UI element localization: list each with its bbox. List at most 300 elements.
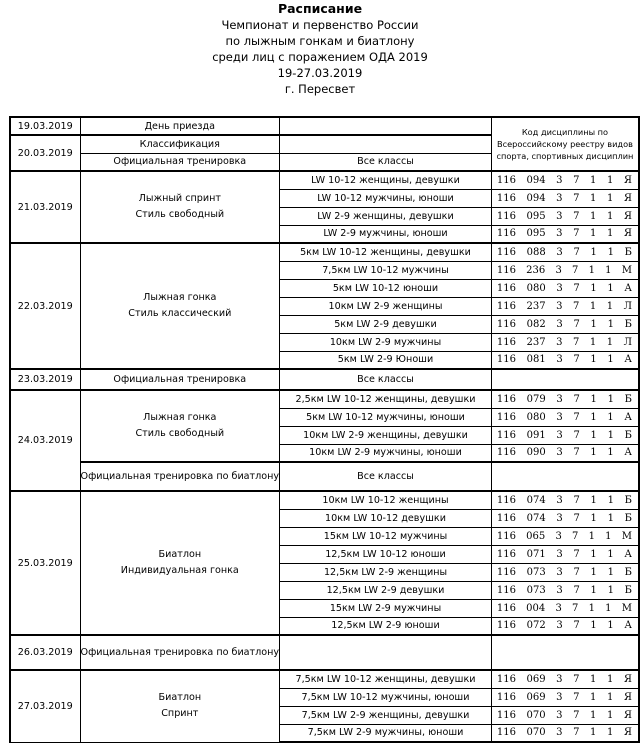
code-part: 095 bbox=[526, 210, 546, 222]
code-part: 116 bbox=[496, 512, 516, 524]
activity-cell bbox=[80, 491, 280, 635]
table-row bbox=[10, 635, 639, 670]
code-part: 116 bbox=[496, 282, 516, 294]
code-part: 1 bbox=[590, 354, 597, 366]
code-part: 1 bbox=[588, 264, 595, 276]
table-row bbox=[10, 491, 639, 509]
discipline-code bbox=[492, 211, 638, 222]
class-cell: 12,5км LW 2-9 девушки bbox=[280, 581, 492, 599]
discipline-code bbox=[492, 430, 638, 441]
code-part: 3 bbox=[556, 246, 563, 258]
code-part: 3 bbox=[555, 530, 562, 542]
code-part: 3 bbox=[555, 602, 562, 614]
code-part: 1 bbox=[607, 494, 614, 506]
code-part: 7 bbox=[572, 264, 579, 276]
code-part: 7 bbox=[573, 411, 580, 423]
discipline-code-cell bbox=[491, 635, 639, 670]
code-part: 1 bbox=[606, 673, 614, 685]
table-row bbox=[10, 390, 639, 408]
discipline-code bbox=[492, 674, 638, 685]
code-part: 1 bbox=[606, 210, 614, 222]
discipline-code bbox=[492, 531, 638, 542]
discipline-code bbox=[492, 265, 638, 276]
code-part: Я bbox=[623, 691, 632, 703]
discipline-code-cell bbox=[491, 444, 639, 462]
discipline-code bbox=[492, 337, 638, 348]
discipline-code bbox=[492, 193, 638, 204]
discipline-code bbox=[492, 727, 638, 738]
code-part: Б bbox=[624, 566, 632, 578]
code-part: 1 bbox=[590, 709, 597, 721]
discipline-code bbox=[492, 549, 638, 560]
class-cell: LW 2-9 мужчины, юноши bbox=[280, 225, 492, 243]
code-part: 1 bbox=[590, 691, 597, 703]
activity-label: Лыжный спринт bbox=[138, 193, 221, 204]
code-part: 116 bbox=[496, 300, 516, 312]
discipline-code-cell bbox=[491, 171, 639, 189]
code-part: М bbox=[621, 602, 632, 614]
code-part: Б bbox=[624, 429, 632, 441]
code-part: 1 bbox=[590, 411, 597, 423]
code-part: Б bbox=[624, 494, 632, 506]
code-part: 3 bbox=[556, 354, 563, 366]
class-cell bbox=[280, 117, 492, 135]
date-cell: 19.03.2019 bbox=[10, 117, 80, 135]
code-part: 116 bbox=[496, 264, 516, 276]
activity-cell bbox=[80, 390, 280, 462]
discipline-code bbox=[492, 585, 638, 596]
code-part: 1 bbox=[605, 264, 612, 276]
code-part: 116 bbox=[496, 336, 516, 348]
activity-label: Стиль свободный bbox=[135, 428, 225, 439]
code-part: А bbox=[624, 354, 632, 366]
code-part: 1 bbox=[605, 530, 612, 542]
discipline-code-cell bbox=[491, 426, 639, 444]
code-part: 3 bbox=[556, 566, 563, 578]
code-part: Я bbox=[623, 673, 632, 685]
date-cell: 22.03.2019 bbox=[10, 243, 80, 369]
discipline-code bbox=[492, 495, 638, 506]
table-row bbox=[10, 670, 639, 688]
activity-label: Стиль свободный bbox=[135, 209, 225, 220]
code-part: 7 bbox=[573, 512, 580, 524]
activity-cell: Официальная тренировка bbox=[80, 153, 280, 171]
class-cell: 7,5км LW 2-9 мужчины, юноши bbox=[280, 724, 492, 742]
discipline-code-cell bbox=[491, 545, 639, 563]
activity-cell bbox=[80, 670, 280, 742]
discipline-code-cell bbox=[491, 688, 639, 706]
code-part: 3 bbox=[556, 393, 563, 405]
code-part: 116 bbox=[496, 174, 516, 186]
code-part: 1 bbox=[590, 174, 597, 186]
code-part: 7 bbox=[573, 548, 580, 560]
table-row bbox=[10, 369, 639, 390]
code-part: 116 bbox=[496, 566, 516, 578]
class-cell: 10км LW 2-9 мужчины bbox=[280, 333, 492, 351]
code-part: 090 bbox=[526, 447, 546, 459]
code-part: 1 bbox=[606, 228, 614, 240]
code-part: 3 bbox=[556, 282, 563, 294]
code-part: 1 bbox=[607, 620, 614, 632]
discipline-code bbox=[492, 412, 638, 423]
date-cell: 21.03.2019 bbox=[10, 171, 80, 243]
code-part: 1 bbox=[590, 228, 597, 240]
code-part: 7 bbox=[573, 494, 580, 506]
code-part: 7 bbox=[573, 246, 580, 258]
discipline-code bbox=[492, 247, 638, 258]
code-part: 3 bbox=[556, 411, 563, 423]
code-part: 080 bbox=[526, 282, 546, 294]
code-part: 004 bbox=[526, 602, 546, 614]
header-line-1: Чемпионат и первенство России bbox=[221, 18, 419, 32]
discipline-code bbox=[492, 603, 638, 614]
code-part: 3 bbox=[556, 210, 563, 222]
activity-cell bbox=[80, 243, 280, 369]
code-part: 1 bbox=[590, 566, 597, 578]
code-part: 7 bbox=[572, 336, 580, 348]
code-part: 116 bbox=[496, 354, 516, 366]
discipline-code bbox=[492, 620, 638, 631]
code-part: 3 bbox=[556, 429, 563, 441]
code-part: 1 bbox=[607, 447, 614, 459]
code-part: 1 bbox=[607, 246, 614, 258]
discipline-code-cell bbox=[491, 369, 639, 390]
discipline-code-cell bbox=[491, 527, 639, 545]
code-part: 7 bbox=[572, 300, 580, 312]
discipline-code-cell bbox=[491, 390, 639, 408]
code-part: А bbox=[624, 447, 632, 459]
code-part: 7 bbox=[573, 673, 580, 685]
code-part: 7 bbox=[573, 691, 580, 703]
date-cell: 25.03.2019 bbox=[10, 491, 80, 635]
date-cell: 26.03.2019 bbox=[10, 635, 80, 670]
code-part: 070 bbox=[526, 727, 546, 739]
activity-label: Стиль классический bbox=[128, 308, 232, 319]
discipline-code bbox=[492, 567, 638, 578]
code-part: 1 bbox=[607, 318, 614, 330]
code-part: 1 bbox=[590, 318, 597, 330]
code-part: 3 bbox=[556, 584, 563, 596]
code-part: 1 bbox=[607, 282, 614, 294]
discipline-code-cell bbox=[491, 724, 639, 742]
class-cell: 7,5км LW 2-9 женщины, девушки bbox=[280, 706, 492, 724]
class-cell: 10км LW 10-12 девушки bbox=[280, 509, 492, 527]
code-part: 1 bbox=[590, 494, 597, 506]
discipline-code bbox=[492, 228, 638, 239]
code-part: 1 bbox=[607, 411, 614, 423]
class-cell: 15км LW 10-12 мужчины bbox=[280, 527, 492, 545]
code-part: 237 bbox=[526, 336, 546, 348]
code-part: 074 bbox=[526, 512, 546, 524]
code-part: 091 bbox=[526, 429, 546, 441]
discipline-code-cell bbox=[491, 225, 639, 243]
code-part: 3 bbox=[556, 691, 563, 703]
discipline-code-cell bbox=[491, 333, 639, 351]
discipline-code bbox=[492, 354, 638, 365]
code-part: 116 bbox=[496, 447, 516, 459]
code-part: Я bbox=[623, 709, 632, 721]
discipline-code-cell bbox=[491, 670, 639, 688]
code-part: Я bbox=[623, 174, 632, 186]
code-part: А bbox=[624, 548, 632, 560]
code-part: 116 bbox=[496, 691, 516, 703]
code-part: 3 bbox=[556, 300, 563, 312]
class-cell: 5км LW 2-9 девушки bbox=[280, 315, 492, 333]
code-part: 3 bbox=[556, 548, 563, 560]
table-row bbox=[10, 171, 639, 189]
code-part: 088 bbox=[526, 246, 546, 258]
discipline-code bbox=[492, 301, 638, 312]
code-part: 116 bbox=[496, 548, 516, 560]
discipline-code-cell bbox=[491, 509, 639, 527]
code-part: 3 bbox=[556, 727, 563, 739]
code-part: 7 bbox=[573, 318, 580, 330]
activity-cell: Официальная тренировка по биатлону bbox=[80, 635, 280, 670]
code-part: 116 bbox=[496, 584, 516, 596]
code-part: 116 bbox=[496, 411, 516, 423]
code-part: 7 bbox=[573, 228, 580, 240]
code-part: Б bbox=[624, 246, 632, 258]
code-part: 074 bbox=[526, 494, 546, 506]
activity-label: Индивидуальная гонка bbox=[120, 565, 239, 576]
code-part: 7 bbox=[573, 192, 580, 204]
code-part: 3 bbox=[556, 512, 563, 524]
code-part: Б bbox=[624, 393, 632, 405]
activity-cell: Классификация bbox=[80, 135, 280, 153]
activity-label: Биатлон bbox=[158, 692, 202, 704]
code-part: 1 bbox=[607, 393, 614, 405]
class-cell bbox=[280, 135, 492, 153]
code-part: 1 bbox=[606, 174, 614, 186]
code-part: 236 bbox=[526, 264, 546, 276]
class-cell: 5км LW 10-12 мужчины, юноши bbox=[280, 408, 492, 426]
activity-cell: Официальная тренировка по биатлону bbox=[80, 462, 280, 491]
header-line-2: по лыжным гонкам и биатлону bbox=[225, 34, 415, 48]
code-part: Я bbox=[623, 210, 632, 222]
code-part: 7 bbox=[573, 429, 580, 441]
code-part: 1 bbox=[590, 192, 597, 204]
code-part: 116 bbox=[496, 429, 516, 441]
code-part: 116 bbox=[496, 318, 516, 330]
code-part: 071 bbox=[526, 548, 546, 560]
code-part: 7 bbox=[573, 282, 580, 294]
class-cell: 10км LW 2-9 женщины, девушки bbox=[280, 426, 492, 444]
code-part: 1 bbox=[606, 727, 614, 739]
discipline-code bbox=[492, 283, 638, 294]
code-part: Л bbox=[623, 300, 632, 312]
code-part: 1 bbox=[588, 530, 595, 542]
code-part: М bbox=[621, 264, 632, 276]
code-part: 116 bbox=[496, 228, 516, 240]
code-part: 081 bbox=[526, 354, 546, 366]
discipline-code-cell bbox=[491, 408, 639, 426]
code-part: 1 bbox=[590, 673, 597, 685]
code-part: 237 bbox=[526, 300, 546, 312]
date-cell: 23.03.2019 bbox=[10, 369, 80, 390]
class-cell bbox=[280, 635, 492, 670]
class-cell: 15км LW 2-9 мужчины bbox=[280, 599, 492, 617]
code-part: 116 bbox=[496, 393, 516, 405]
discipline-code bbox=[492, 447, 638, 458]
code-part: 1 bbox=[607, 354, 614, 366]
code-part: 116 bbox=[496, 673, 516, 685]
discipline-code-cell bbox=[491, 207, 639, 225]
code-part: М bbox=[621, 530, 632, 542]
document-header bbox=[0, 0, 640, 97]
discipline-code-cell bbox=[491, 706, 639, 724]
discipline-code bbox=[492, 513, 638, 524]
discipline-code-cell bbox=[491, 351, 639, 369]
class-cell: 12,5км LW 2-9 женщины bbox=[280, 563, 492, 581]
code-part: Я bbox=[623, 727, 632, 739]
code-part: 7 bbox=[573, 566, 580, 578]
document-title: Расписание bbox=[277, 1, 363, 16]
activity-label: Лыжная гонка bbox=[143, 412, 217, 423]
class-cell: 10км LW 2-9 мужчины, юноши bbox=[280, 444, 492, 462]
activity-cell: Официальная тренировка bbox=[80, 369, 280, 390]
code-part: 1 bbox=[589, 336, 597, 348]
code-part: 7 bbox=[573, 709, 580, 721]
code-part: 1 bbox=[607, 512, 614, 524]
discipline-code-cell bbox=[491, 599, 639, 617]
code-part: 072 bbox=[526, 620, 546, 632]
class-cell: 10км LW 10-12 женщины bbox=[280, 491, 492, 509]
discipline-code-cell bbox=[491, 297, 639, 315]
code-part: 1 bbox=[590, 548, 597, 560]
code-part: А bbox=[624, 411, 632, 423]
code-part: 7 bbox=[573, 354, 580, 366]
code-part: 7 bbox=[573, 447, 580, 459]
code-part: 3 bbox=[556, 673, 563, 685]
code-part: 070 bbox=[526, 709, 546, 721]
code-part: 1 bbox=[590, 447, 597, 459]
code-part: 7 bbox=[572, 530, 579, 542]
code-part: 116 bbox=[496, 494, 516, 506]
code-part: 1 bbox=[590, 429, 597, 441]
code-part: Я bbox=[623, 228, 632, 240]
discipline-code-cell bbox=[491, 315, 639, 333]
code-part: 7 bbox=[573, 584, 580, 596]
code-part: 1 bbox=[590, 393, 597, 405]
discipline-code bbox=[492, 710, 638, 721]
code-part: 3 bbox=[556, 709, 563, 721]
date-cell: 27.03.2019 bbox=[10, 670, 80, 742]
code-part: 069 bbox=[526, 673, 546, 685]
code-part: Б bbox=[624, 318, 632, 330]
discipline-code bbox=[492, 319, 638, 330]
activity-label: Спринт bbox=[161, 708, 199, 720]
code-part: Я bbox=[623, 192, 632, 204]
code-part: 3 bbox=[556, 336, 563, 348]
header-dates: 19-27.03.2019 bbox=[277, 66, 363, 80]
code-part: 1 bbox=[590, 727, 597, 739]
class-cell: Все классы bbox=[280, 462, 492, 491]
table-row bbox=[10, 462, 639, 491]
code-part: 7 bbox=[573, 620, 580, 632]
code-part: 1 bbox=[590, 246, 597, 258]
code-part: 1 bbox=[607, 548, 614, 560]
activity-label: Биатлон bbox=[158, 549, 202, 560]
class-cell: LW 2-9 женщины, девушки bbox=[280, 207, 492, 225]
code-part: 1 bbox=[606, 300, 614, 312]
code-part: 116 bbox=[496, 246, 516, 258]
class-cell: 7,5км LW 10-12 мужчины, юноши bbox=[280, 688, 492, 706]
code-part: 3 bbox=[556, 318, 563, 330]
code-part: 094 bbox=[526, 174, 546, 186]
table-row bbox=[10, 243, 639, 261]
discipline-code-cell bbox=[491, 189, 639, 207]
code-part: 7 bbox=[573, 393, 580, 405]
code-part: 073 bbox=[526, 584, 546, 596]
code-part: 1 bbox=[606, 336, 614, 348]
class-cell: 12,5км LW 10-12 юноши bbox=[280, 545, 492, 563]
code-part: 1 bbox=[606, 691, 614, 703]
code-part: 1 bbox=[606, 192, 614, 204]
code-part: А bbox=[624, 620, 632, 632]
discipline-code-cell bbox=[491, 581, 639, 599]
code-part: 1 bbox=[590, 512, 597, 524]
code-part: 1 bbox=[605, 602, 612, 614]
discipline-code-cell bbox=[491, 279, 639, 297]
code-part: 116 bbox=[496, 620, 516, 632]
code-part: 1 bbox=[590, 620, 597, 632]
discipline-code-cell bbox=[491, 617, 639, 635]
date-cell: 20.03.2019 bbox=[10, 135, 80, 171]
activity-cell bbox=[80, 171, 280, 243]
code-part: Л bbox=[623, 336, 632, 348]
table-row bbox=[10, 117, 639, 135]
code-part: 065 bbox=[526, 530, 546, 542]
code-part: 1 bbox=[607, 566, 614, 578]
discipline-code-cell bbox=[491, 261, 639, 279]
class-cell: LW 10-12 женщины, девушки bbox=[280, 171, 492, 189]
discipline-code-cell bbox=[491, 243, 639, 261]
header-place: г. Пересвет bbox=[284, 82, 356, 96]
code-part: 3 bbox=[555, 264, 562, 276]
code-part: 1 bbox=[589, 300, 597, 312]
discipline-code-cell bbox=[491, 462, 639, 491]
class-cell: Все классы bbox=[280, 369, 492, 390]
code-part: 116 bbox=[496, 727, 516, 739]
activity-label: Лыжная гонка bbox=[143, 292, 217, 303]
code-part: 7 bbox=[573, 174, 580, 186]
code-part: 094 bbox=[526, 192, 546, 204]
code-part: 1 bbox=[590, 584, 597, 596]
code-part: 1 bbox=[607, 429, 614, 441]
code-part: 082 bbox=[526, 318, 546, 330]
discipline-code bbox=[492, 394, 638, 405]
code-part: 069 bbox=[526, 691, 546, 703]
code-part: 080 bbox=[526, 411, 546, 423]
code-part: А bbox=[624, 282, 632, 294]
code-part: 3 bbox=[556, 494, 563, 506]
code-part: 3 bbox=[556, 620, 563, 632]
header-line-3: среди лиц с поражением ОДА 2019 bbox=[212, 50, 428, 64]
code-part: 7 bbox=[572, 602, 579, 614]
discipline-code bbox=[492, 692, 638, 703]
class-cell: Все классы bbox=[280, 153, 492, 171]
class-cell: 5км LW 10-12 юноши bbox=[280, 279, 492, 297]
code-part: 1 bbox=[590, 282, 597, 294]
code-part: 7 bbox=[573, 210, 580, 222]
class-cell: 5км LW 2-9 Юноши bbox=[280, 351, 492, 369]
code-part: 116 bbox=[496, 602, 516, 614]
code-part: 095 bbox=[526, 228, 546, 240]
date-cell: 24.03.2019 bbox=[10, 390, 80, 491]
code-part: 7 bbox=[573, 727, 580, 739]
code-part: 1 bbox=[590, 210, 597, 222]
discipline-code-cell bbox=[491, 563, 639, 581]
